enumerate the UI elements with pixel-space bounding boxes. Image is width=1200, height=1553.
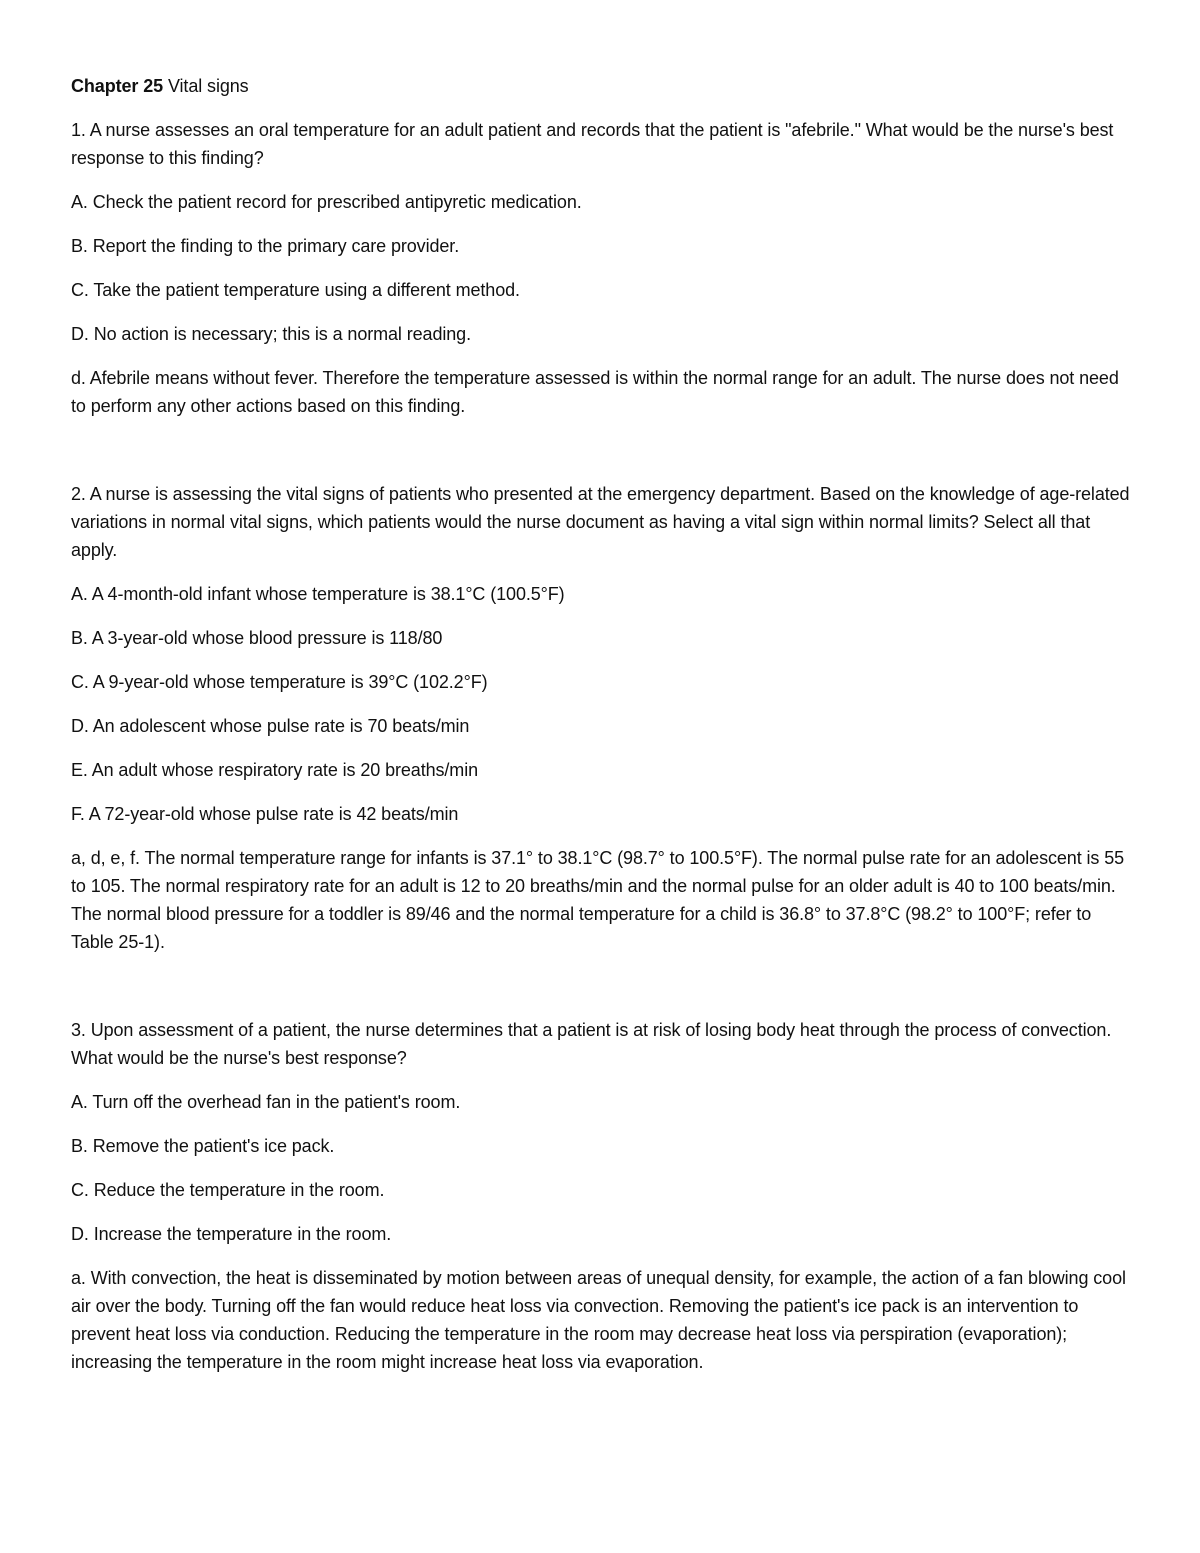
answer-option: D. No action is necessary; this is a normal reading. bbox=[71, 324, 471, 344]
answer-option: F. A 72-year-old whose pulse rate is 42 beats/min bbox=[71, 804, 459, 824]
answer-option: B. Report the finding to the primary care provider. bbox=[71, 236, 460, 256]
answer-option: D. An adolescent whose pulse rate is 70 beats/min bbox=[71, 716, 470, 736]
question-stem: 1. A nurse assesses an oral temperature for an adult patient and records that the patient is "afebrile." What would be the nurse's best response to this finding? bbox=[71, 120, 1114, 168]
answer-option: B. Remove the patient's ice pack. bbox=[71, 1136, 335, 1156]
answer-option: B. A 3-year-old whose blood pressure is 118/80 bbox=[71, 628, 443, 648]
chapter-topic: Vital signs bbox=[163, 76, 249, 96]
answer-option: D. Increase the temperature in the room. bbox=[71, 1224, 392, 1244]
question-3 bbox=[71, 1016, 1131, 1376]
answer-option: E. An adult whose respiratory rate is 20 breaths/min bbox=[71, 760, 479, 780]
answer-rationale: a. With convection, the heat is disseminated by motion between areas of unequal density, for example, the action of a fan blowing cool air over the body. Turning off the fan would reduce heat loss via convection. Removing the patient's ice pack is an intervention to prevent heat loss via conduction. Reducing the temperature in the room may decrease heat loss via perspiration (evaporation); increasing the temperature in the room might increase heat loss via evaporation. bbox=[71, 1268, 1126, 1372]
chapter-title bbox=[71, 72, 1131, 100]
answer-option: C. Take the patient temperature using a different method. bbox=[71, 280, 520, 300]
answer-rationale: d. Afebrile means without fever. Therefore the temperature assessed is within the normal range for an adult. The nurse does not need to perform any other actions based on this finding. bbox=[71, 368, 1119, 416]
chapter-number: Chapter 25 bbox=[71, 76, 164, 96]
question-stem: 2. A nurse is assessing the vital signs of patients who presented at the emergency department. Based on the knowledge of age-related variations in normal vital signs, which patients would the nurse document as having a vital sign within normal limits? Select all that apply. bbox=[71, 484, 1130, 560]
answer-option: A. A 4-month-old infant whose temperature is 38.1°C (100.5°F) bbox=[71, 584, 565, 604]
question-1 bbox=[71, 116, 1131, 420]
answer-option: C. Reduce the temperature in the room. bbox=[71, 1180, 385, 1200]
question-stem: 3. Upon assessment of a patient, the nurse determines that a patient is at risk of losing body heat through the process of convection. What would be the nurse's best response? bbox=[71, 1020, 1112, 1068]
answer-rationale: a, d, e, f. The normal temperature range for infants is 37.1° to 38.1°C (98.7° to 100.5°F). The normal pulse rate for an adolescent is 55 to 105. The normal respiratory rate for an adult is 12 to 20 breaths/min and the normal pulse for an older adult is 40 to 100 beats/min. The normal blood pressure for a toddler is 89/46 and the normal temperature for a child is 36.8° to 37.8°C (98.2° to 100°F; refer to Table 25-1). bbox=[71, 848, 1125, 952]
answer-option: A. Turn off the overhead fan in the patient's room. bbox=[71, 1092, 461, 1112]
answer-option: C. A 9-year-old whose temperature is 39°C (102.2°F) bbox=[71, 672, 488, 692]
question-2 bbox=[71, 480, 1131, 956]
question-spacer bbox=[71, 972, 1131, 1016]
answer-option: A. Check the patient record for prescribed antipyretic medication. bbox=[71, 192, 582, 212]
question-spacer bbox=[71, 436, 1131, 480]
document-page bbox=[71, 72, 1131, 1392]
